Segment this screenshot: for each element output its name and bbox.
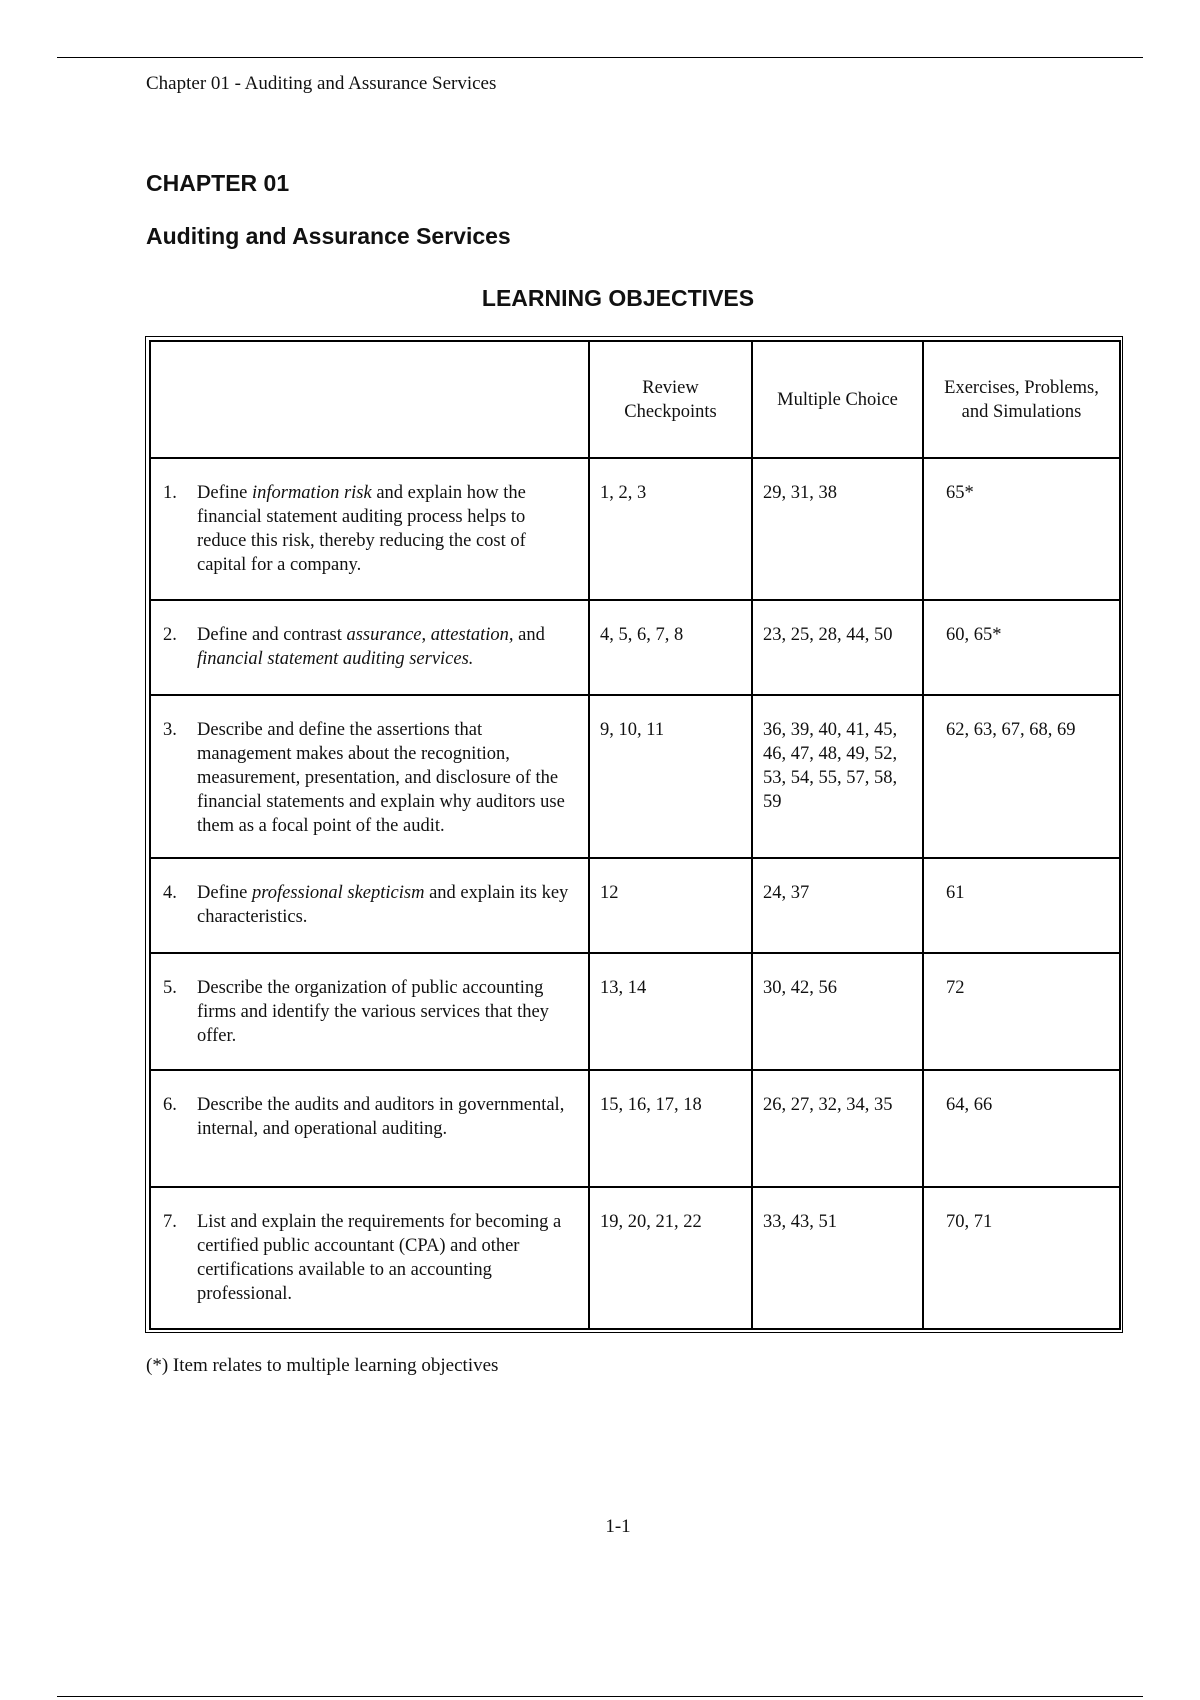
objective-term: information risk — [251, 483, 372, 503]
table-header-row — [150, 341, 1120, 458]
objective-text-segment: , — [421, 625, 431, 645]
footer-rule — [57, 1696, 1143, 1697]
table-row — [150, 695, 1120, 858]
objective-cell — [150, 458, 589, 600]
review-checkpoints-cell: 19, 20, 21, 22 — [589, 1187, 752, 1329]
objective-text — [197, 1093, 578, 1141]
review-checkpoints-cell: 13, 14 — [589, 953, 752, 1070]
objective-cell — [150, 1070, 589, 1187]
objective-cell — [150, 953, 589, 1070]
objective-text-segment: Define and contrast — [197, 625, 347, 645]
footnote: (*) Item relates to multiple learning objectives — [146, 1355, 499, 1376]
exercises-cell: 60, 65* — [923, 600, 1120, 695]
objective-text — [197, 881, 578, 929]
header-exercises: Exercises, Problems, and Simulations — [923, 341, 1120, 458]
review-checkpoints-cell: 15, 16, 17, 18 — [589, 1070, 752, 1187]
objective-term: assurance — [346, 625, 422, 645]
objective-number: 6. — [163, 1095, 177, 1115]
learning-objectives-table — [145, 336, 1123, 1333]
table-row — [150, 458, 1120, 600]
page-number: 1-1 — [605, 1516, 631, 1537]
objective-text-segment: Describe and define the assertions that management makes about the recognition, measurement, presentation, and disclosure of the financial statements and explain why auditors use them as a focal point of the audit. — [197, 720, 565, 836]
objective-text-segment: and — [513, 625, 545, 645]
header-review-checkpoints: Review Checkpoints — [589, 341, 752, 458]
objective-text-segment: and explain its key characteristics. — [197, 883, 569, 927]
objective-text — [197, 481, 578, 577]
table-row — [150, 858, 1120, 953]
exercises-cell: 61 — [923, 858, 1120, 953]
objective-text-segment: Define — [197, 883, 252, 903]
running-header: Chapter 01 - Auditing and Assurance Services — [146, 73, 497, 94]
objective-text-segment: List and explain the requirements for becoming a certified public accountant (CPA) and other certifications available to an accounting professional. — [197, 1212, 562, 1304]
objective-cell — [150, 695, 589, 858]
table-row — [150, 953, 1120, 1070]
exercises-cell: 65* — [923, 458, 1120, 600]
objective-text — [197, 718, 578, 838]
objective-text-segment: Describe the audits and auditors in governmental, internal, and operational auditing. — [197, 1095, 565, 1139]
multiple-choice-cell: 33, 43, 51 — [752, 1187, 923, 1329]
review-checkpoints-cell: 9, 10, 11 — [589, 695, 752, 858]
objective-number: 5. — [163, 978, 177, 998]
objective-text-segment: Describe the organization of public accounting firms and identify the various services that they offer. — [197, 978, 549, 1046]
objective-number: 1. — [163, 483, 177, 503]
objective-cell — [150, 600, 589, 695]
chapter-number: CHAPTER 01 — [146, 170, 290, 196]
exercises-cell: 70, 71 — [923, 1187, 1120, 1329]
multiple-choice-cell: 30, 42, 56 — [752, 953, 923, 1070]
table-row — [150, 600, 1120, 695]
objective-number: 3. — [163, 720, 177, 740]
objective-cell — [150, 858, 589, 953]
exercises-cell: 72 — [923, 953, 1120, 1070]
multiple-choice-cell: 23, 25, 28, 44, 50 — [752, 600, 923, 695]
multiple-choice-cell: 36, 39, 40, 41, 45, 46, 47, 48, 49, 52, 53, 54, 55, 57, 58, 59 — [752, 695, 923, 858]
objective-text — [197, 623, 578, 671]
review-checkpoints-cell: 1, 2, 3 — [589, 458, 752, 600]
table-row — [150, 1070, 1120, 1187]
objective-term: financial statement auditing services. — [197, 649, 474, 669]
objective-text-segment: and explain how the financial statement auditing process helps to reduce this risk, thereby reducing the cost of capital for a company. — [197, 483, 526, 575]
section-title: LEARNING OBJECTIVES — [481, 285, 755, 311]
objective-number: 4. — [163, 883, 177, 903]
header-objective — [150, 341, 589, 458]
header-multiple-choice: Multiple Choice — [752, 341, 923, 458]
objective-term: professional skepticism — [251, 883, 425, 903]
exercises-cell: 62, 63, 67, 68, 69 — [923, 695, 1120, 858]
objective-cell — [150, 1187, 589, 1329]
objective-text — [197, 1210, 578, 1306]
objective-text — [197, 976, 578, 1048]
objective-text-segment: Define — [197, 483, 252, 503]
multiple-choice-cell: 24, 37 — [752, 858, 923, 953]
objective-term: attestation, — [430, 625, 514, 645]
exercises-cell: 64, 66 — [923, 1070, 1120, 1187]
multiple-choice-cell: 26, 27, 32, 34, 35 — [752, 1070, 923, 1187]
objective-number: 2. — [163, 625, 177, 645]
review-checkpoints-cell: 12 — [589, 858, 752, 953]
table-row — [150, 1187, 1120, 1329]
review-checkpoints-cell: 4, 5, 6, 7, 8 — [589, 600, 752, 695]
multiple-choice-cell: 29, 31, 38 — [752, 458, 923, 600]
header-rule — [57, 57, 1143, 58]
chapter-title: Auditing and Assurance Services — [146, 223, 511, 249]
objective-number: 7. — [163, 1212, 177, 1232]
